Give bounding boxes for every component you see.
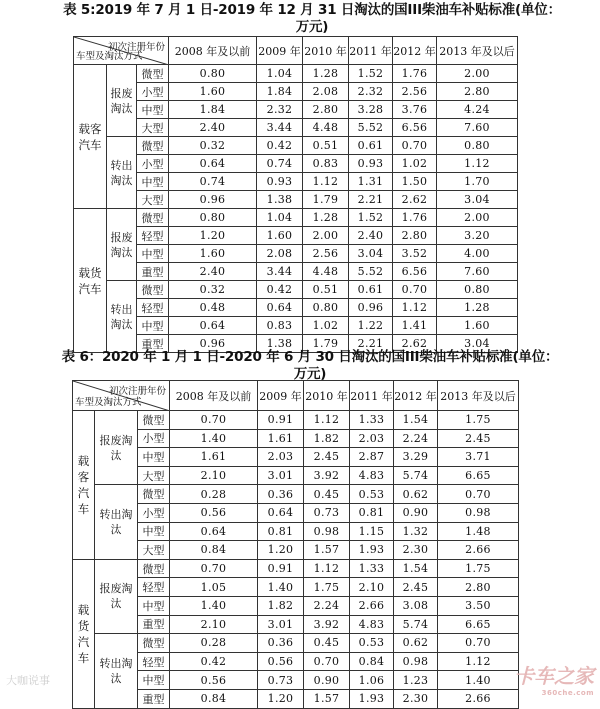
table-row <box>73 485 519 504</box>
corner-top-label: 初次注册年份 <box>109 386 167 397</box>
disposal-method-cell: 报废淘汰 <box>95 559 138 633</box>
year-header: 2011 年 <box>349 37 393 65</box>
subsidy-value-cell: 1.57 <box>304 541 350 560</box>
vehicle-type-cell: 中型 <box>138 448 170 467</box>
year-header: 2009 年 <box>257 37 303 65</box>
table-row <box>73 634 519 653</box>
header-corner-cell <box>74 37 169 65</box>
subsidy-value-cell: 1.57 <box>304 689 350 708</box>
subsidy-value-cell: 1.40 <box>258 578 304 597</box>
vehicle-type-cell: 中型 <box>137 317 169 335</box>
subsidy-value-cell: 0.80 <box>169 209 257 227</box>
subsidy-value-cell: 2.08 <box>303 83 349 101</box>
subsidy-value-cell: 0.56 <box>258 652 304 671</box>
subsidy-value-cell: 0.73 <box>304 503 350 522</box>
table-row <box>73 541 519 560</box>
subsidy-value-cell: 2.32 <box>349 83 393 101</box>
subsidy-value-cell: 0.91 <box>258 411 304 430</box>
table-row <box>73 559 519 578</box>
subsidy-value-cell: 0.70 <box>438 634 519 653</box>
subsidy-value-cell: 0.70 <box>170 559 258 578</box>
subsidy-value-cell: 3.92 <box>304 466 350 485</box>
vehicle-type-cell: 大型 <box>137 119 169 137</box>
subsidy-value-cell: 0.56 <box>170 503 258 522</box>
subsidy-value-cell: 4.83 <box>350 466 394 485</box>
subsidy-value-cell: 6.65 <box>438 466 519 485</box>
subsidy-value-cell: 1.12 <box>303 173 349 191</box>
vehicle-type-cell: 轻型 <box>138 652 170 671</box>
table-row <box>74 155 518 173</box>
subsidy-value-cell: 1.79 <box>303 191 349 209</box>
subsidy-value-cell: 1.60 <box>257 227 303 245</box>
subsidy-value-cell: 3.76 <box>393 101 437 119</box>
subsidy-value-cell: 2.45 <box>304 448 350 467</box>
subsidy-value-cell: 1.20 <box>258 689 304 708</box>
subsidy-value-cell: 0.64 <box>169 155 257 173</box>
subsidy-value-cell: 1.04 <box>257 209 303 227</box>
table-row <box>74 137 518 155</box>
subsidy-value-cell: 1.75 <box>438 559 519 578</box>
table-row <box>73 596 519 615</box>
subsidy-value-cell: 1.12 <box>393 299 437 317</box>
year-header: 2010 年 <box>303 37 349 65</box>
subsidy-value-cell: 0.36 <box>258 634 304 653</box>
subsidy-value-cell: 0.91 <box>258 559 304 578</box>
subsidy-value-cell: 1.06 <box>350 671 394 690</box>
subsidy-value-cell: 1.12 <box>304 559 350 578</box>
subsidy-value-cell: 0.61 <box>349 281 393 299</box>
table-row <box>73 671 519 690</box>
vehicle-type-cell: 重型 <box>138 615 170 634</box>
subsidy-value-cell: 3.04 <box>437 335 518 353</box>
table-row <box>73 689 519 708</box>
subsidy-value-cell: 0.42 <box>257 281 303 299</box>
subsidy-value-cell: 2.32 <box>257 101 303 119</box>
vehicle-type-cell: 微型 <box>137 137 169 155</box>
subsidy-value-cell: 0.42 <box>170 652 258 671</box>
watermark-left: 大咖说事 <box>6 674 50 687</box>
vehicle-category-cell: 载客汽车 <box>74 65 107 209</box>
subsidy-value-cell: 1.84 <box>257 83 303 101</box>
table6-caption: 表 6：2020 年 1 月 1 日-2020 年 6 月 30 日淘汰的国III柴油车补贴标准(单位：万元) <box>61 349 559 382</box>
vehicle-type-cell: 小型 <box>137 155 169 173</box>
subsidy-value-cell: 0.64 <box>257 299 303 317</box>
subsidy-value-cell: 2.62 <box>393 191 437 209</box>
subsidy-value-cell: 2.30 <box>394 689 438 708</box>
subsidy-value-cell: 1.82 <box>258 596 304 615</box>
subsidy-value-cell: 1.20 <box>258 541 304 560</box>
subsidy-value-cell: 4.48 <box>303 263 349 281</box>
vehicle-type-cell: 轻型 <box>138 578 170 597</box>
subsidy-value-cell: 1.48 <box>438 522 519 541</box>
subsidy-value-cell: 5.74 <box>394 615 438 634</box>
subsidy-value-cell: 6.65 <box>438 615 519 634</box>
subsidy-value-cell: 4.48 <box>303 119 349 137</box>
subsidy-value-cell: 0.28 <box>170 634 258 653</box>
subsidy-value-cell: 0.80 <box>437 137 518 155</box>
subsidy-value-cell: 0.42 <box>257 137 303 155</box>
subsidy-value-cell: 0.80 <box>437 281 518 299</box>
subsidy-value-cell: 1.76 <box>393 209 437 227</box>
subsidy-value-cell: 1.40 <box>438 671 519 690</box>
table-row <box>73 578 519 597</box>
table-row <box>74 119 518 137</box>
vehicle-category-cell: 载货汽车 <box>73 559 95 708</box>
table-row <box>74 173 518 191</box>
subsidy-value-cell: 1.75 <box>304 578 350 597</box>
disposal-method-cell: 转出淘汰 <box>107 137 137 209</box>
subsidy-value-cell: 3.28 <box>349 101 393 119</box>
subsidy-value-cell: 2.00 <box>437 65 518 83</box>
subsidy-value-cell: 0.74 <box>169 173 257 191</box>
subsidy-value-cell: 1.93 <box>350 541 394 560</box>
subsidy-value-cell: 2.10 <box>170 615 258 634</box>
subsidy-value-cell: 1.28 <box>303 209 349 227</box>
subsidy-value-cell: 0.93 <box>257 173 303 191</box>
vehicle-type-cell: 微型 <box>137 281 169 299</box>
subsidy-value-cell: 6.56 <box>393 119 437 137</box>
subsidy-value-cell: 2.03 <box>258 448 304 467</box>
subsidy-value-cell: 2.10 <box>350 578 394 597</box>
subsidy-value-cell: 2.40 <box>169 263 257 281</box>
subsidy-value-cell: 1.12 <box>437 155 518 173</box>
subsidy-value-cell: 1.02 <box>303 317 349 335</box>
year-header: 2009 年 <box>258 381 304 411</box>
subsidy-value-cell: 0.53 <box>350 634 394 653</box>
subsidy-value-cell: 1.20 <box>169 227 257 245</box>
subsidy-value-cell: 1.33 <box>350 411 394 430</box>
subsidy-value-cell: 0.84 <box>170 541 258 560</box>
year-header: 2008 年及以前 <box>170 381 258 411</box>
subsidy-value-cell: 0.32 <box>169 281 257 299</box>
subsidy-value-cell: 5.52 <box>349 263 393 281</box>
subsidy-value-cell: 2.45 <box>394 578 438 597</box>
subsidy-value-cell: 0.93 <box>349 155 393 173</box>
watermark-right-sub: 360che.com <box>541 689 594 697</box>
subsidy-value-cell: 3.20 <box>437 227 518 245</box>
header-row <box>73 381 519 411</box>
subsidy-value-cell: 1.15 <box>350 522 394 541</box>
subsidy-value-cell: 0.84 <box>350 652 394 671</box>
subsidy-value-cell: 0.96 <box>169 191 257 209</box>
subsidy-value-cell: 2.10 <box>170 466 258 485</box>
vehicle-type-cell: 重型 <box>138 689 170 708</box>
subsidy-value-cell: 3.71 <box>438 448 519 467</box>
table-row <box>73 522 519 541</box>
table-row <box>73 615 519 634</box>
subsidy-value-cell: 7.60 <box>437 263 518 281</box>
subsidy-value-cell: 1.75 <box>438 411 519 430</box>
disposal-method-cell: 转出淘汰 <box>95 634 138 708</box>
subsidy-value-cell: 0.64 <box>169 317 257 335</box>
corner-bottom-label: 车型及淘汰方式 <box>75 397 142 408</box>
subsidy-value-cell: 0.90 <box>304 671 350 690</box>
vehicle-type-cell: 微型 <box>138 411 170 430</box>
subsidy-value-cell: 1.28 <box>437 299 518 317</box>
vehicle-type-cell: 中型 <box>137 245 169 263</box>
subsidy-value-cell: 2.08 <box>257 245 303 263</box>
disposal-method-cell: 转出淘汰 <box>95 485 138 559</box>
vehicle-type-cell: 中型 <box>138 596 170 615</box>
vehicle-type-cell: 微型 <box>137 65 169 83</box>
subsidy-value-cell: 3.08 <box>394 596 438 615</box>
vehicle-type-cell: 中型 <box>137 101 169 119</box>
vehicle-type-cell: 小型 <box>138 429 170 448</box>
subsidy-value-cell: 1.33 <box>350 559 394 578</box>
subsidy-value-cell: 2.40 <box>349 227 393 245</box>
subsidy-value-cell: 3.04 <box>437 191 518 209</box>
vehicle-type-cell: 小型 <box>138 503 170 522</box>
vehicle-type-cell: 重型 <box>137 263 169 281</box>
subsidy-value-cell: 4.83 <box>350 615 394 634</box>
year-header: 2013 年及以后 <box>437 37 518 65</box>
subsidy-value-cell: 2.66 <box>350 596 394 615</box>
subsidy-value-cell: 1.02 <box>393 155 437 173</box>
subsidy-value-cell: 1.54 <box>394 559 438 578</box>
vehicle-type-cell: 微型 <box>138 559 170 578</box>
subsidy-value-cell: 0.45 <box>304 634 350 653</box>
subsidy-value-cell: 2.00 <box>437 209 518 227</box>
subsidy-value-cell: 1.32 <box>394 522 438 541</box>
subsidy-value-cell: 1.52 <box>349 65 393 83</box>
subsidy-value-cell: 1.61 <box>258 429 304 448</box>
subsidy-value-cell: 1.76 <box>393 65 437 83</box>
subsidy-value-cell: 1.60 <box>437 317 518 335</box>
subsidy-value-cell: 2.45 <box>438 429 519 448</box>
subsidy-value-cell: 5.52 <box>349 119 393 137</box>
subsidy-value-cell: 1.12 <box>304 411 350 430</box>
subsidy-value-cell: 2.62 <box>393 335 437 353</box>
year-header: 2012 年 <box>394 381 438 411</box>
vehicle-type-cell: 中型 <box>138 522 170 541</box>
subsidy-value-cell: 2.03 <box>350 429 394 448</box>
subsidy-value-cell: 0.64 <box>258 503 304 522</box>
subsidy-value-cell: 1.41 <box>393 317 437 335</box>
subsidy-value-cell: 0.53 <box>350 485 394 504</box>
subsidy-value-cell: 1.31 <box>349 173 393 191</box>
subsidy-value-cell: 0.98 <box>394 652 438 671</box>
vehicle-category-cell: 载货汽车 <box>74 209 107 353</box>
subsidy-value-cell: 2.21 <box>349 335 393 353</box>
subsidy-value-cell: 0.96 <box>169 335 257 353</box>
year-header: 2010 年 <box>304 381 350 411</box>
subsidy-value-cell: 3.01 <box>258 466 304 485</box>
table-row <box>74 317 518 335</box>
subsidy-value-cell: 3.50 <box>438 596 519 615</box>
subsidy-value-cell: 3.52 <box>393 245 437 263</box>
subsidy-value-cell: 1.93 <box>350 689 394 708</box>
disposal-method-cell: 报废淘汰 <box>107 209 137 281</box>
subsidy-value-cell: 2.80 <box>438 578 519 597</box>
header-row <box>74 37 518 65</box>
disposal-method-cell: 报废淘汰 <box>107 65 137 137</box>
vehicle-type-cell: 微型 <box>138 485 170 504</box>
table-row <box>73 466 519 485</box>
table5 <box>73 36 518 353</box>
corner-top-label: 初次注册年份 <box>108 42 166 53</box>
subsidy-value-cell: 1.28 <box>303 65 349 83</box>
corner-bottom-label: 车型及淘汰方式 <box>76 51 143 62</box>
vehicle-type-cell: 微型 <box>138 634 170 653</box>
vehicle-type-cell: 中型 <box>138 671 170 690</box>
subsidy-value-cell: 0.56 <box>170 671 258 690</box>
subsidy-value-cell: 1.22 <box>349 317 393 335</box>
subsidy-value-cell: 0.81 <box>350 503 394 522</box>
subsidy-value-cell: 3.04 <box>349 245 393 263</box>
vehicle-type-cell: 大型 <box>138 541 170 560</box>
subsidy-value-cell: 0.84 <box>170 689 258 708</box>
year-header: 2008 年及以前 <box>169 37 257 65</box>
table5-caption: 表 5:2019 年 7 月 1 日-2019 年 12 月 31 日淘汰的国III柴油车补贴标准(单位：万元) <box>63 2 561 35</box>
subsidy-value-cell: 0.64 <box>170 522 258 541</box>
subsidy-value-cell: 0.74 <box>257 155 303 173</box>
subsidy-value-cell: 2.21 <box>349 191 393 209</box>
subsidy-value-cell: 0.48 <box>169 299 257 317</box>
vehicle-type-cell: 中型 <box>137 173 169 191</box>
subsidy-value-cell: 1.12 <box>438 652 519 671</box>
subsidy-value-cell: 2.30 <box>394 541 438 560</box>
subsidy-value-cell: 5.74 <box>394 466 438 485</box>
subsidy-value-cell: 2.66 <box>438 541 519 560</box>
subsidy-value-cell: 1.38 <box>257 191 303 209</box>
subsidy-value-cell: 2.00 <box>303 227 349 245</box>
subsidy-value-cell: 0.45 <box>304 485 350 504</box>
subsidy-value-cell: 0.70 <box>170 411 258 430</box>
subsidy-value-cell: 3.44 <box>257 119 303 137</box>
subsidy-value-cell: 2.56 <box>393 83 437 101</box>
subsidy-value-cell: 0.90 <box>394 503 438 522</box>
subsidy-value-cell: 0.96 <box>349 299 393 317</box>
disposal-method-cell: 转出淘汰 <box>107 281 137 353</box>
subsidy-value-cell: 2.80 <box>437 83 518 101</box>
subsidy-value-cell: 0.70 <box>304 652 350 671</box>
subsidy-value-cell: 1.23 <box>394 671 438 690</box>
disposal-method-cell: 报废淘汰 <box>95 411 138 485</box>
subsidy-value-cell: 1.60 <box>169 83 257 101</box>
subsidy-value-cell: 3.29 <box>394 448 438 467</box>
year-header: 2011 年 <box>350 381 394 411</box>
subsidy-value-cell: 6.56 <box>393 263 437 281</box>
table-row <box>74 263 518 281</box>
table-row <box>73 652 519 671</box>
subsidy-value-cell: 1.61 <box>170 448 258 467</box>
subsidy-value-cell: 1.84 <box>169 101 257 119</box>
subsidy-value-cell: 1.50 <box>393 173 437 191</box>
vehicle-category-cell: 载客汽车 <box>73 411 95 560</box>
table-row <box>73 503 519 522</box>
subsidy-value-cell: 0.83 <box>257 317 303 335</box>
subsidy-value-cell: 0.36 <box>258 485 304 504</box>
subsidy-value-cell: 0.28 <box>170 485 258 504</box>
subsidy-value-cell: 2.80 <box>393 227 437 245</box>
vehicle-type-cell: 大型 <box>138 466 170 485</box>
subsidy-value-cell: 1.52 <box>349 209 393 227</box>
vehicle-type-cell: 轻型 <box>137 299 169 317</box>
table-row <box>74 245 518 263</box>
header-corner-cell <box>73 381 170 411</box>
table6 <box>72 380 519 709</box>
subsidy-value-cell: 0.80 <box>169 65 257 83</box>
subsidy-value-cell: 0.70 <box>438 485 519 504</box>
subsidy-value-cell: 4.00 <box>437 245 518 263</box>
subsidy-value-cell: 7.60 <box>437 119 518 137</box>
vehicle-type-cell: 大型 <box>137 191 169 209</box>
subsidy-value-cell: 1.60 <box>169 245 257 263</box>
subsidy-value-cell: 0.80 <box>303 299 349 317</box>
subsidy-value-cell: 0.81 <box>258 522 304 541</box>
subsidy-value-cell: 0.62 <box>394 485 438 504</box>
subsidy-value-cell: 2.87 <box>350 448 394 467</box>
subsidy-value-cell: 0.61 <box>349 137 393 155</box>
subsidy-value-cell: 2.40 <box>169 119 257 137</box>
subsidy-value-cell: 0.83 <box>303 155 349 173</box>
subsidy-value-cell: 1.40 <box>170 429 258 448</box>
subsidy-value-cell: 2.56 <box>303 245 349 263</box>
subsidy-value-cell: 0.70 <box>393 281 437 299</box>
subsidy-value-cell: 3.92 <box>304 615 350 634</box>
table-row <box>73 429 519 448</box>
table-row <box>73 448 519 467</box>
table-row <box>74 281 518 299</box>
subsidy-value-cell: 0.32 <box>169 137 257 155</box>
subsidy-value-cell: 1.70 <box>437 173 518 191</box>
year-header: 2013 年及以后 <box>438 381 519 411</box>
subsidy-value-cell: 0.98 <box>438 503 519 522</box>
table-row <box>74 65 518 83</box>
subsidy-value-cell: 1.38 <box>257 335 303 353</box>
vehicle-type-cell: 小型 <box>137 83 169 101</box>
table-row <box>74 299 518 317</box>
subsidy-value-cell: 1.79 <box>303 335 349 353</box>
subsidy-value-cell: 4.24 <box>437 101 518 119</box>
vehicle-type-cell: 微型 <box>137 209 169 227</box>
subsidy-value-cell: 0.51 <box>303 137 349 155</box>
subsidy-value-cell: 1.04 <box>257 65 303 83</box>
subsidy-value-cell: 2.66 <box>438 689 519 708</box>
subsidy-value-cell: 3.01 <box>258 615 304 634</box>
subsidy-value-cell: 1.82 <box>304 429 350 448</box>
table-row <box>74 191 518 209</box>
subsidy-value-cell: 1.40 <box>170 596 258 615</box>
subsidy-value-cell: 2.80 <box>303 101 349 119</box>
table-row <box>74 209 518 227</box>
subsidy-value-cell: 3.44 <box>257 263 303 281</box>
table-row <box>74 227 518 245</box>
vehicle-type-cell: 轻型 <box>137 227 169 245</box>
year-header: 2012 年 <box>393 37 437 65</box>
subsidy-value-cell: 1.05 <box>170 578 258 597</box>
watermark-right-main: 卡车之家 <box>514 664 594 688</box>
subsidy-value-cell: 2.24 <box>304 596 350 615</box>
subsidy-value-cell: 0.73 <box>258 671 304 690</box>
subsidy-value-cell: 0.51 <box>303 281 349 299</box>
table-row <box>73 411 519 430</box>
subsidy-value-cell: 0.70 <box>393 137 437 155</box>
subsidy-value-cell: 0.98 <box>304 522 350 541</box>
table-row <box>74 83 518 101</box>
table-row <box>74 101 518 119</box>
subsidy-value-cell: 2.24 <box>394 429 438 448</box>
vehicle-type-cell: 重型 <box>137 335 169 353</box>
subsidy-value-cell: 0.62 <box>394 634 438 653</box>
subsidy-value-cell: 1.54 <box>394 411 438 430</box>
watermark-right <box>514 660 594 697</box>
